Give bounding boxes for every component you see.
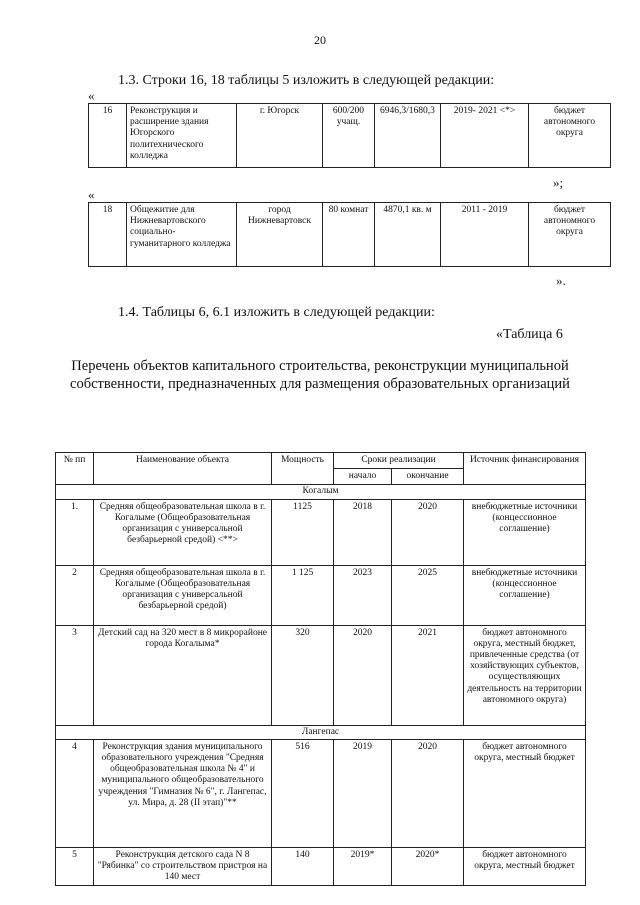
header-name: Наименование объекта xyxy=(94,453,272,485)
row-num: 1. xyxy=(56,499,94,565)
row16-cost: 6946,3/1680,3 xyxy=(375,104,441,168)
row-source: внебюджетные источники (концессионное соглашение) xyxy=(464,565,586,625)
page-number: 20 xyxy=(314,33,326,47)
row-capacity: 140 xyxy=(272,847,334,886)
row-name: Средняя общеобразовательная школа в г. Когалыме (Общеобразовательная организация с универсальной безбарьерной средой) <**> xyxy=(94,499,272,565)
row-num: 3 xyxy=(56,625,94,725)
row-start: 2018 xyxy=(334,499,392,565)
table5-row18 xyxy=(88,202,611,267)
row-name: Реконструкция детского сада N 8 "Рябинка" со строительством пристроя на 140 мест xyxy=(94,847,272,886)
header-period: Сроки реализации xyxy=(334,453,464,469)
row-end: 2021 xyxy=(392,625,464,725)
section-1-4-heading: 1.4. Таблицы 6, 6.1 изложить в следующей редакции: xyxy=(118,305,435,320)
table-row xyxy=(56,739,586,847)
section-1-3-heading: 1.3. Строки 16, 18 таблицы 5 изложить в следующей редакции: xyxy=(118,73,495,88)
row-capacity: 320 xyxy=(272,625,334,725)
table5-row16 xyxy=(88,103,611,168)
row-end: 2020 xyxy=(392,499,464,565)
row16-place: г. Югорск xyxy=(237,104,323,168)
row18-name: Общежитие для Нижневартовского социально-гуманитарного колледжа xyxy=(127,203,237,267)
table-title: Перечень объектов капитального строительства, реконструкции муниципальной собственности, предназначенных для размещения образовательных организаций xyxy=(70,358,570,393)
row16-open-quote: « xyxy=(88,88,95,103)
row-end: 2020* xyxy=(392,847,464,886)
row-start: 2019 xyxy=(334,739,392,847)
header-start: начало xyxy=(334,469,392,485)
row-capacity: 1 125 xyxy=(272,565,334,625)
header-source: Источник финансирования xyxy=(464,453,586,485)
row16-capacity: 600/200 учащ. xyxy=(323,104,375,168)
row-num: 5 xyxy=(56,847,94,886)
table6 xyxy=(55,452,586,886)
row-source: бюджет автономного округа, местный бюджет, привлеченные средства (от хозяйствующих субъектов, осуществляющих деятельность на территории автономного округа) xyxy=(464,625,586,725)
row-end: 2025 xyxy=(392,565,464,625)
table-row xyxy=(56,565,586,625)
row16-source: бюджет автономного округа xyxy=(529,104,611,168)
header-num: № пп xyxy=(56,453,94,485)
row-source: внебюджетные источники (концессионное соглашение) xyxy=(464,499,586,565)
row-start: 2023 xyxy=(334,565,392,625)
row18-num: 18 xyxy=(89,203,127,267)
row18-capacity: 80 комнат xyxy=(323,203,375,267)
table-row xyxy=(56,847,586,886)
row18-open-quote: « xyxy=(88,187,95,202)
row-source: бюджет автономного округа, местный бюджет xyxy=(464,847,586,886)
row16-num: 16 xyxy=(89,104,127,168)
row-start: 2019* xyxy=(334,847,392,886)
row-num: 2 xyxy=(56,565,94,625)
table-row xyxy=(56,499,586,565)
row-name: Средняя общеобразовательная школа в г. Когалыме (Общеобразовательная организация с универсальной безбарьерной средой) xyxy=(94,565,272,625)
row16-name: Реконструкция и расширение здания Югорского политехнического колледжа xyxy=(127,104,237,168)
row-name: Детский сад на 320 мест в 8 микрорайоне города Когалыма* xyxy=(94,625,272,725)
region-kogalym: Когалым xyxy=(56,485,586,499)
row18-place: город Нижневартовск xyxy=(237,203,323,267)
table-label: «Таблица 6 xyxy=(496,327,563,342)
row18-close-quote: ». xyxy=(556,273,566,288)
row18-cost: 4870,1 кв. м xyxy=(375,203,441,267)
header-end: окончание xyxy=(392,469,464,485)
table-row xyxy=(56,625,586,725)
row18-source: бюджет автономного округа xyxy=(529,203,611,267)
row-num: 4 xyxy=(56,739,94,847)
row16-period: 2019- 2021 <*> xyxy=(441,104,529,168)
row-capacity: 1125 xyxy=(272,499,334,565)
row16-close-quote: »; xyxy=(553,175,564,190)
row-start: 2020 xyxy=(334,625,392,725)
row18-period: 2011 - 2019 xyxy=(441,203,529,267)
header-capacity: Мощность xyxy=(272,453,334,485)
row-capacity: 516 xyxy=(272,739,334,847)
row-end: 2020 xyxy=(392,739,464,847)
row-name: Реконструкция здания муниципального образовательного учреждения "Средняя общеобразовательная школа № 4" и муниципального общеобразовательного учреждения "Гимназия № 6", г. Лангепас, ул. Мира, д. 28 (II этап)"** xyxy=(94,739,272,847)
region-langepas: Лангепас xyxy=(56,725,586,739)
row-source: бюджет автономного округа, местный бюджет xyxy=(464,739,586,847)
